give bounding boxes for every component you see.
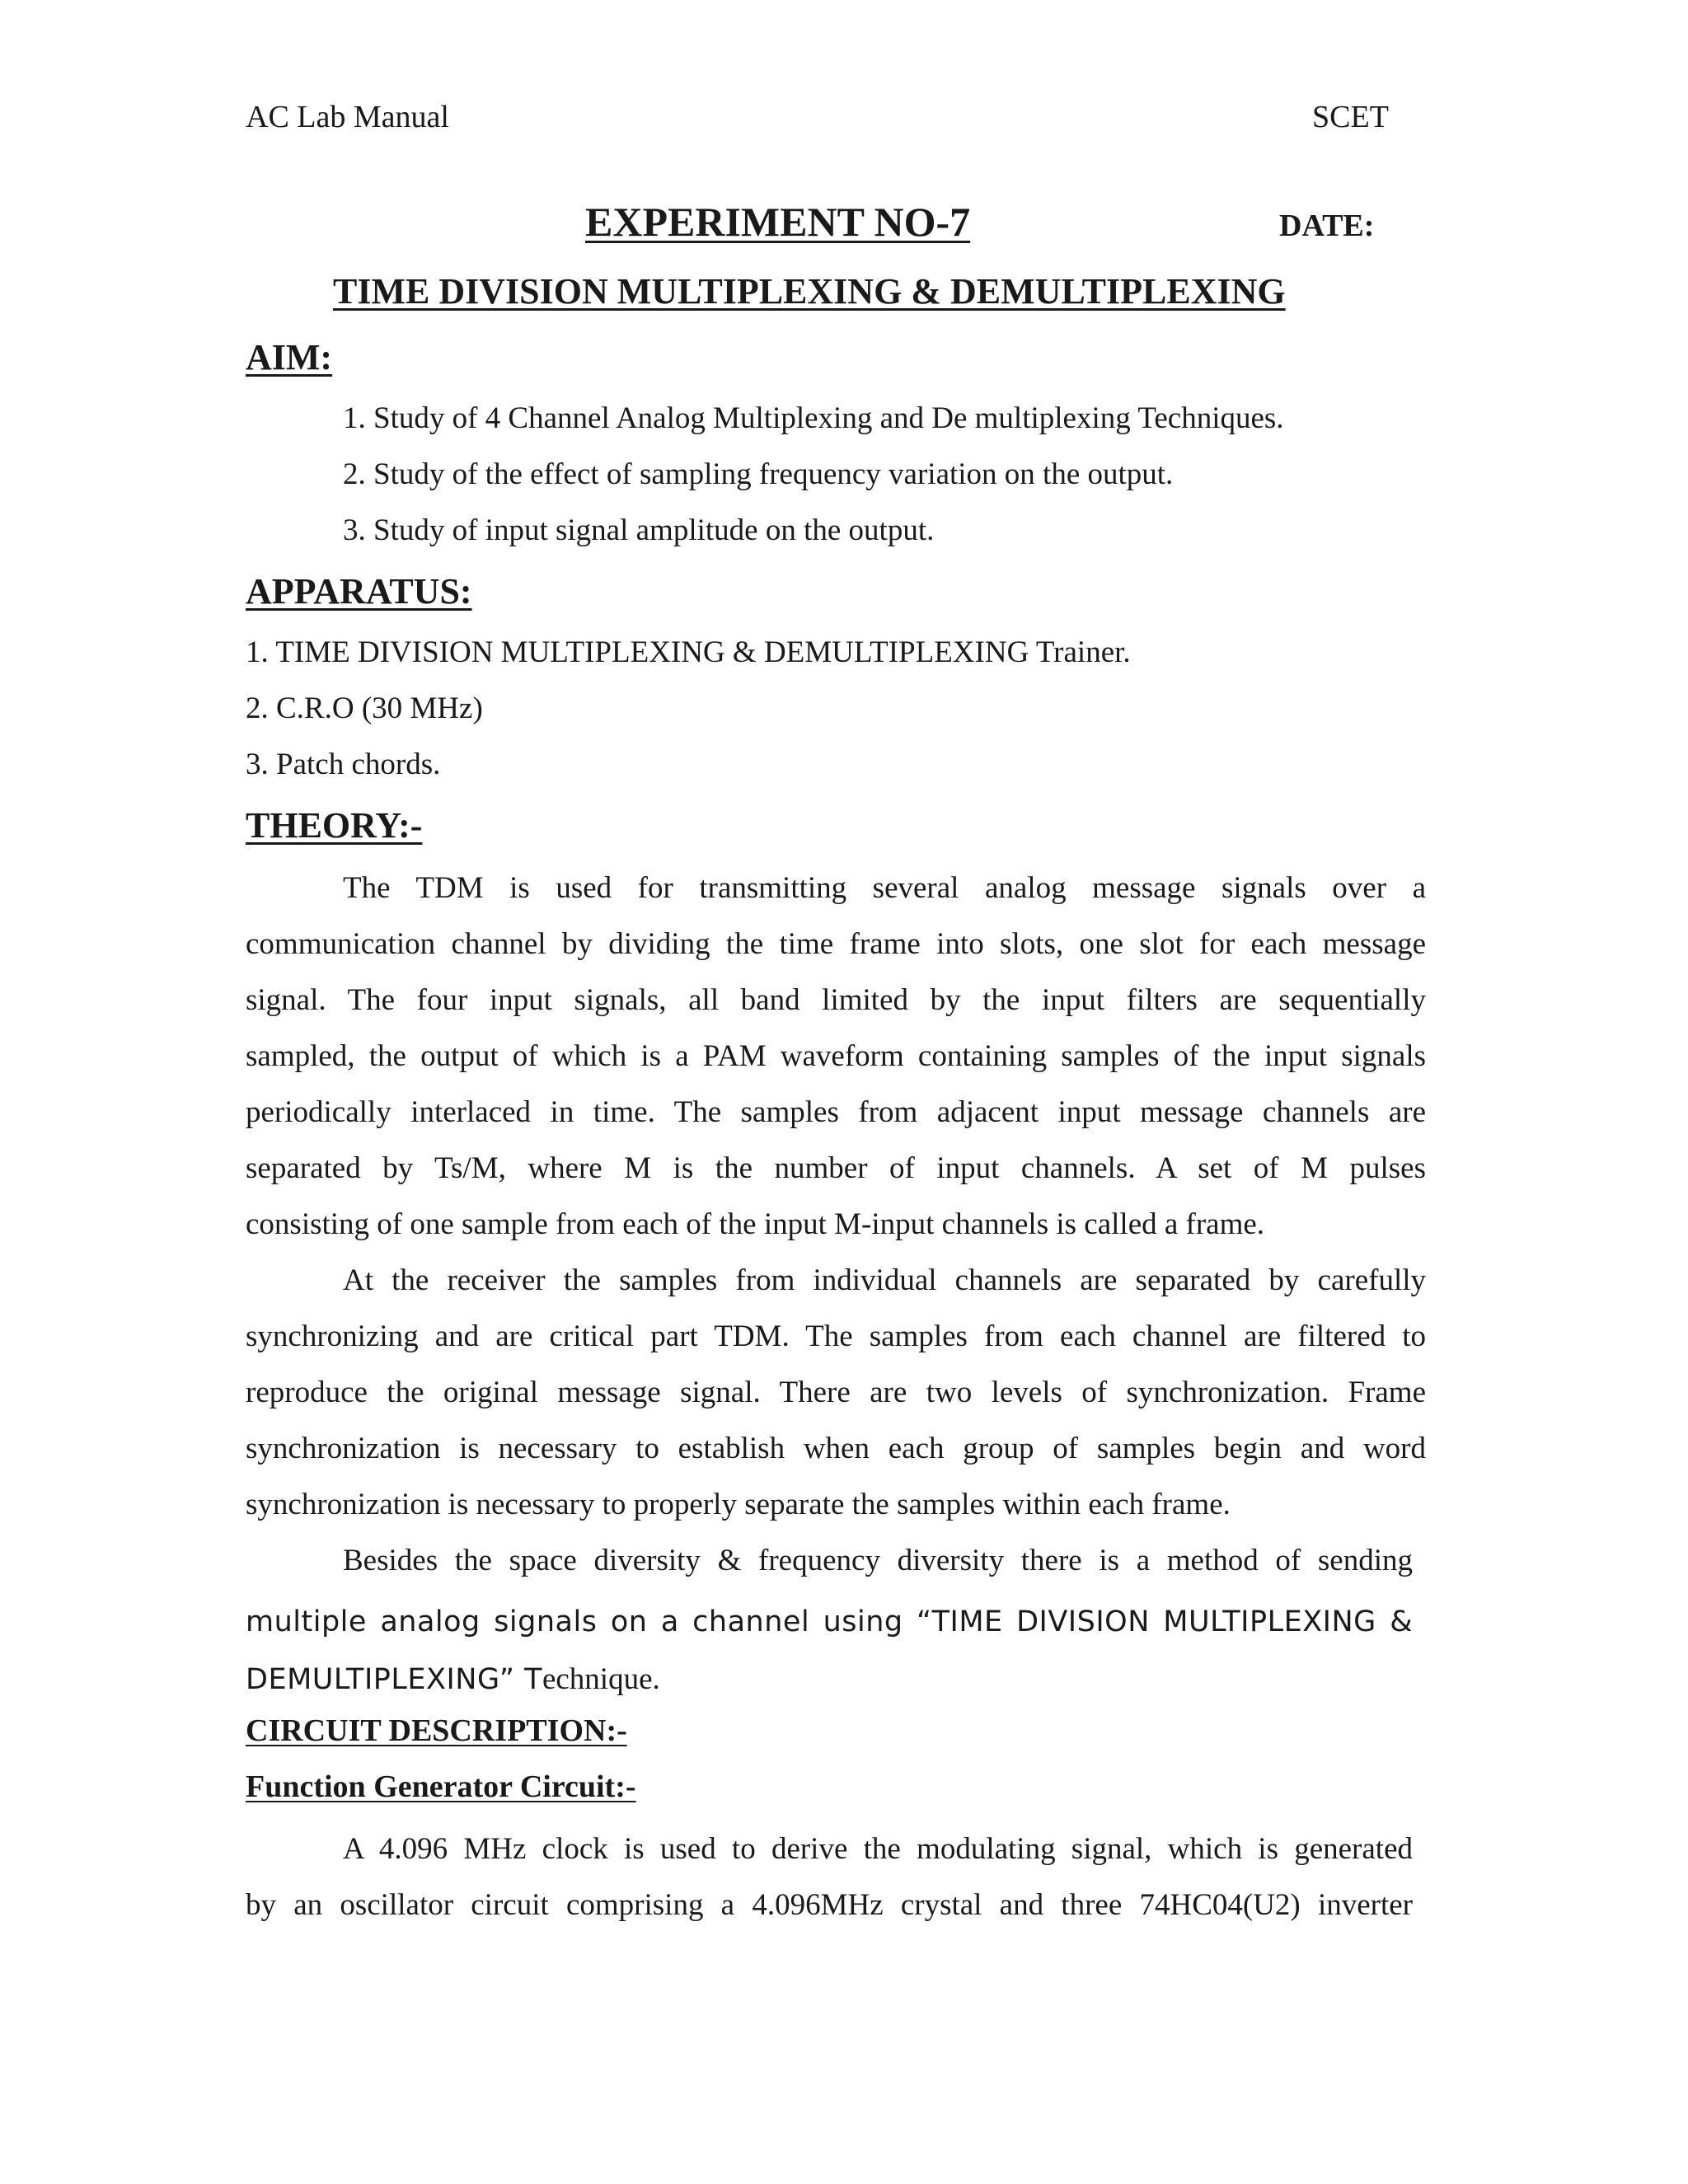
theory-p2-line-5: synchronization is necessary to properly separate the samples within each frame. <box>246 1488 1231 1521</box>
aim-item-2: 2. Study of the effect of sampling frequency variation on the output. <box>343 457 1174 491</box>
theory-heading: THEORY:- <box>246 805 423 846</box>
circuit-heading: CIRCUIT DESCRIPTION:- <box>246 1713 627 1748</box>
apparatus-item-3: 3. Patch chords. <box>246 748 441 781</box>
theory-p3-line-3-sans: DEMULTIPLEXING” T <box>246 1663 542 1696</box>
theory-p1-line-5: periodically interlaced in time. The samples from adjacent input message channels are <box>246 1095 1426 1129</box>
circuit-p-line-2: by an oscillator circuit comprising a 4.096MHz crystal and three 74HC04(U2) inverter <box>246 1888 1413 1922</box>
apparatus-item-2: 2. C.R.O (30 MHz) <box>246 691 483 725</box>
theory-p1-line-3: signal. The four input signals, all band limited by the input filters are sequentially <box>246 983 1426 1017</box>
aim-heading: AIM: <box>246 337 333 377</box>
experiment-number: EXPERIMENT NO-7 <box>585 199 971 245</box>
apparatus-heading: APPARATUS: <box>246 571 472 612</box>
theory-p1-line-7: consisting of one sample from each of the input M-input channels is called a frame. <box>246 1207 1265 1241</box>
theory-p2-line-2: synchronizing and are critical part TDM. The samples from each channel are filtered to <box>246 1319 1426 1353</box>
aim-item-1: 1. Study of 4 Channel Analog Multiplexing and De multiplexing Techniques. <box>343 401 1284 435</box>
theory-p3-line-1: Besides the space diversity & frequency diversity there is a method of sending <box>343 1544 1413 1577</box>
apparatus-item-1: 1. TIME DIVISION MULTIPLEXING & DEMULTIPLEXING Trainer. <box>246 635 1131 669</box>
theory-p1-line-4: sampled, the output of which is a PAM waveform containing samples of the input signals <box>246 1039 1426 1073</box>
theory-p1-line-2: communication channel by dividing the time frame into slots, one slot for each message <box>246 927 1426 961</box>
function-generator-subheading: Function Generator Circuit:- <box>246 1769 636 1804</box>
header-left: AC Lab Manual <box>246 100 449 134</box>
theory-p1-line-1: The TDM is used for transmitting several analog message signals over a <box>343 871 1426 905</box>
aim-item-3: 3. Study of input signal amplitude on the output. <box>343 513 935 547</box>
theory-p1-line-6: separated by Ts/M, where M is the number of input channels. A set of M pulses <box>246 1151 1426 1185</box>
experiment-title: TIME DIVISION MULTIPLEXING & DEMULTIPLEXING <box>333 271 1286 312</box>
theory-p2-line-1: At the receiver the samples from individual channels are separated by carefully <box>343 1263 1426 1297</box>
theory-p2-line-3: reproduce the original message signal. There are two levels of synchronization. Frame <box>246 1376 1426 1409</box>
theory-p2-line-4: synchronization is necessary to establish when each group of samples begin and word <box>246 1432 1426 1465</box>
circuit-p-line-1: A 4.096 MHz clock is used to derive the modulating signal, which is generated <box>343 1832 1413 1866</box>
header-right: SCET <box>1312 100 1389 134</box>
date-label: DATE: <box>1279 209 1375 243</box>
theory-p3-line-2: multiple analog signals on a channel using “TIME DIVISION MULTIPLEXING & <box>246 1605 1413 1638</box>
theory-p3-line-3 <box>246 1661 660 1698</box>
theory-p3-line-3-serif: echnique. <box>542 1662 660 1696</box>
